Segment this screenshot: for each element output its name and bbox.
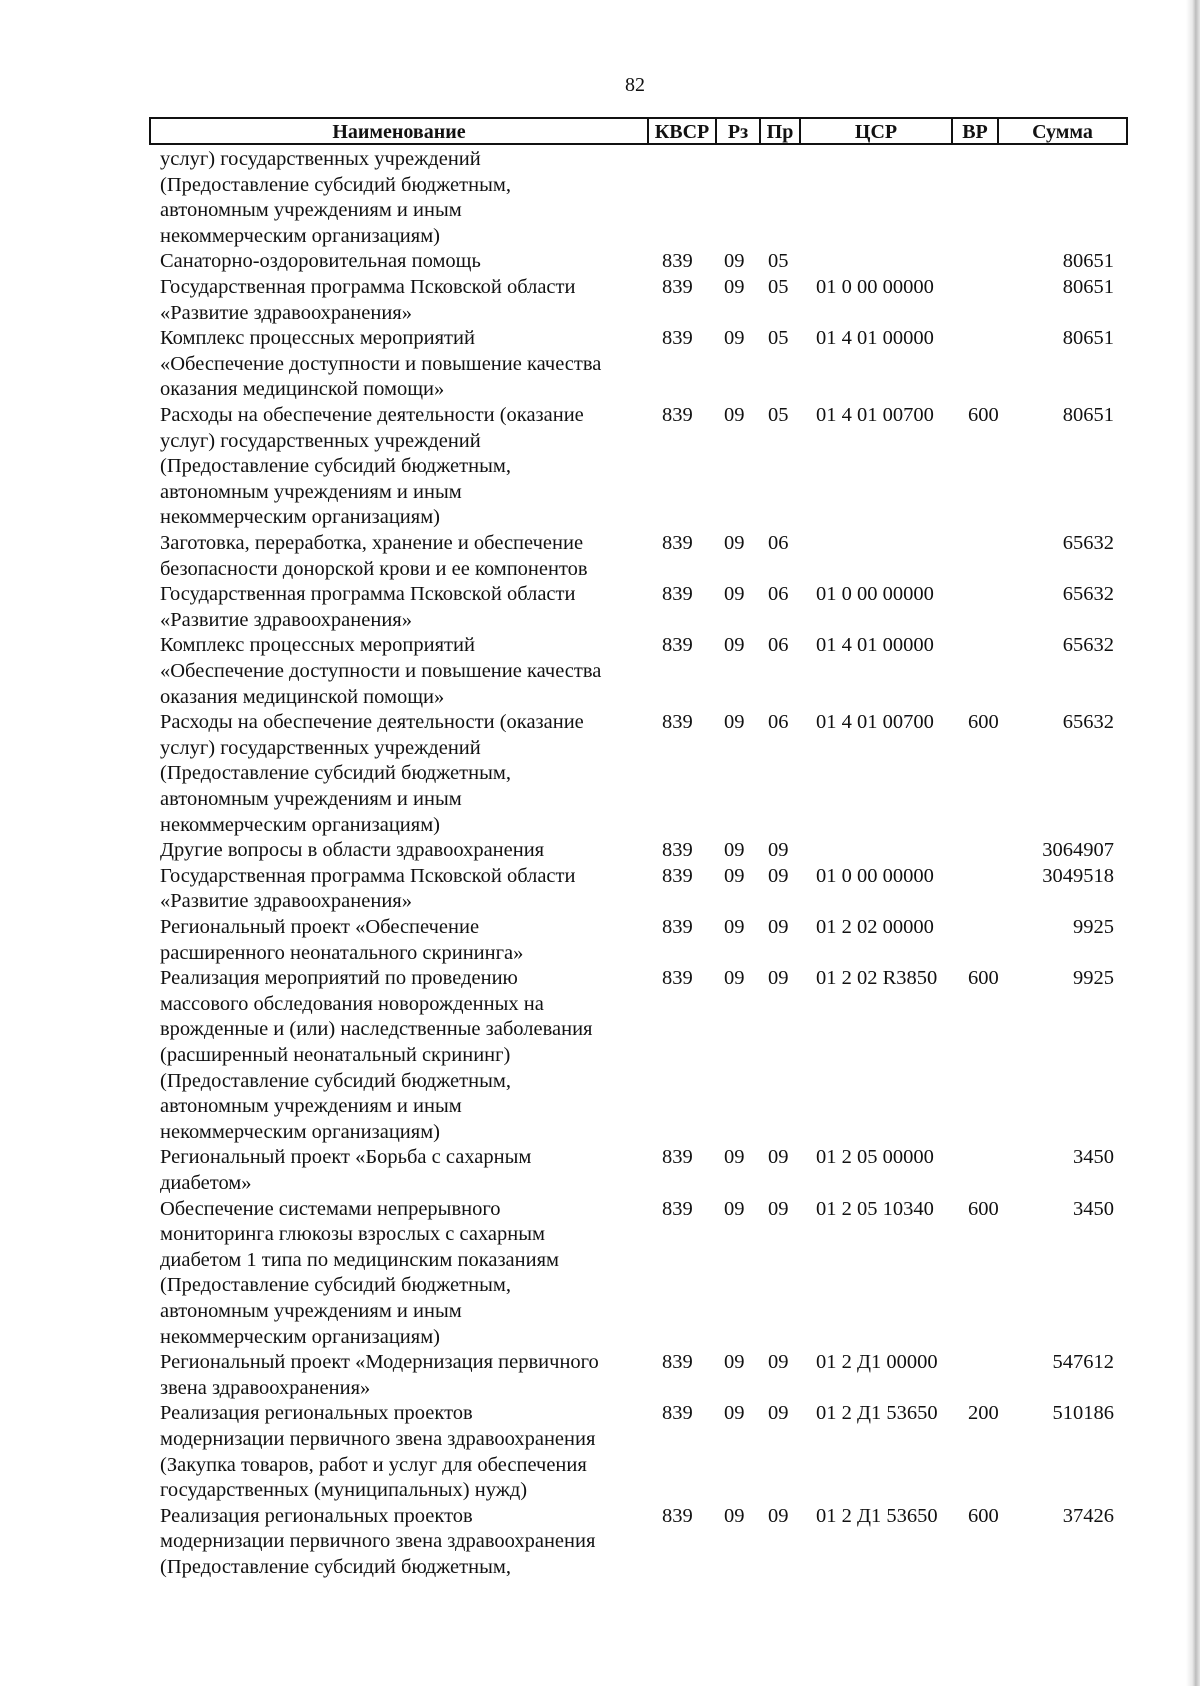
row-rz: 09	[724, 864, 745, 887]
row-rz: 09	[724, 711, 745, 734]
row-rz: 09	[724, 404, 745, 426]
row-name	[160, 1401, 640, 1503]
row-name	[160, 915, 640, 966]
row-name-line: (Предоставление субсидий бюджетным,	[160, 762, 511, 785]
row-name-line: оказания медицинской помощи»	[160, 685, 445, 708]
row-rz: 09	[724, 276, 745, 298]
row-name-line: диабетом 1 типа по медицинским показаниям	[160, 1248, 559, 1271]
row-rz: 09	[724, 916, 745, 938]
header-rz: Рз	[727, 121, 749, 143]
row-sum: 547612	[1052, 1351, 1114, 1374]
row-sum: 65632	[1062, 583, 1114, 606]
row-name-line: (Предоставление субсидий бюджетным,	[160, 1274, 511, 1297]
row-name-line: Расходы на обеспечение деятельности (оказание	[160, 404, 584, 426]
row-sum: 3450	[1073, 1146, 1114, 1169]
row-name-line: автономным учреждениям и иным	[160, 1299, 462, 1322]
row-rz: 09	[724, 1351, 745, 1374]
row-name-line: услуг) государственных учреждений	[160, 736, 481, 759]
row-kvsr: 839	[662, 404, 693, 426]
row-pr: 09	[768, 839, 789, 862]
row-name-line: (Предоставление субсидий бюджетным,	[160, 173, 511, 196]
row-name	[160, 326, 640, 403]
row-name-line: (Предоставление субсидий бюджетным,	[160, 1555, 511, 1578]
row-name-line: (Предоставление субсидий бюджетным,	[160, 1069, 511, 1092]
row-name-line: автономным учреждениям и иным	[160, 787, 462, 810]
row-kvsr: 839	[662, 327, 693, 350]
row-pr: 06	[768, 711, 789, 734]
row-pr: 05	[768, 327, 789, 350]
row-name	[160, 531, 640, 582]
row-name-line: услуг) государственных учреждений	[160, 429, 481, 452]
row-kvsr: 839	[662, 864, 693, 887]
row-sum: 3049518	[1042, 864, 1114, 887]
row-sum: 80651	[1062, 327, 1114, 350]
row-name-line: Государственная программа Псковской области	[160, 276, 576, 298]
row-pr: 05	[768, 404, 789, 426]
row-vr: 600	[968, 711, 999, 734]
row-name	[160, 1504, 640, 1581]
row-rz: 09	[724, 327, 745, 350]
row-name-line: «Обеспечение доступности и повышение качества	[160, 352, 602, 375]
row-name	[160, 966, 640, 1145]
row-kvsr: 839	[662, 532, 693, 554]
row-name-line: автономным учреждениям и иным	[160, 199, 462, 222]
row-name-line: Государственная программа Псковской области	[160, 864, 576, 887]
row-sum: 80651	[1062, 250, 1114, 273]
row-name	[160, 147, 640, 249]
row-pr: 06	[768, 634, 789, 657]
row-name-line: некоммерческим организациям)	[160, 1120, 440, 1143]
row-kvsr: 839	[662, 1146, 693, 1169]
row-sum: 80651	[1062, 404, 1114, 426]
row-rz: 09	[724, 839, 745, 862]
row-csr: 01 4 01 00700	[816, 711, 934, 734]
row-name-line: Реализация региональных проектов	[160, 1504, 473, 1527]
table-row	[0, 966, 1200, 1145]
table-header	[149, 117, 1128, 145]
row-csr: 01 2 05 00000	[816, 1146, 934, 1169]
row-csr: 01 2 Д1 53650	[816, 1504, 938, 1527]
table-row	[0, 915, 1200, 966]
row-csr: 01 0 00 00000	[816, 583, 934, 606]
row-csr: 01 2 05 10340	[816, 1197, 934, 1220]
row-pr: 09	[768, 1351, 789, 1374]
header-csr: ЦСР	[854, 121, 898, 143]
row-name-line: звена здравоохранения»	[160, 1376, 371, 1399]
row-name-line: Региональный проект «Борьба с сахарным	[160, 1146, 532, 1169]
row-name-line: государственных (муниципальных) нужд)	[160, 1479, 528, 1502]
row-pr: 05	[768, 276, 789, 298]
row-name	[160, 1350, 640, 1401]
row-rz: 09	[724, 634, 745, 657]
row-name	[160, 633, 640, 710]
row-name-line: Санаторно-оздоровительная помощь	[160, 250, 481, 273]
row-name-line: модернизации первичного звена здравоохранения	[160, 1427, 596, 1450]
row-kvsr: 839	[662, 916, 693, 938]
row-name-line: Региональный проект «Обеспечение	[160, 916, 480, 938]
row-name-line: Реализация мероприятий по проведению	[160, 967, 518, 990]
row-name	[160, 1145, 640, 1196]
row-name-line: Комплекс процессных мероприятий	[160, 634, 475, 657]
header-name: Наименование	[332, 121, 466, 143]
table-row	[0, 838, 1200, 864]
header-sum: Сумма	[1032, 121, 1093, 143]
row-pr: 09	[768, 967, 789, 990]
header-kvsr: КВСР	[654, 121, 710, 143]
row-sum: 65632	[1062, 634, 1114, 657]
table-row	[0, 1401, 1200, 1503]
row-pr: 06	[768, 583, 789, 606]
row-kvsr: 839	[662, 276, 693, 298]
row-sum: 9925	[1073, 967, 1114, 990]
table-row	[0, 1197, 1200, 1351]
row-name-line: Обеспечение системами непрерывного	[160, 1197, 501, 1220]
table-row	[0, 710, 1200, 838]
row-sum: 37426	[1062, 1504, 1114, 1527]
row-name-line: автономным учреждениям и иным	[160, 1095, 462, 1118]
row-kvsr: 839	[662, 1197, 693, 1220]
row-name-line: Заготовка, переработка, хранение и обеспечение	[160, 532, 584, 554]
table-row	[0, 326, 1200, 403]
header-vr: ВР	[962, 121, 988, 143]
row-name	[160, 1197, 640, 1351]
row-vr: 600	[968, 1504, 999, 1527]
row-name-line: некоммерческим организациям)	[160, 1325, 440, 1348]
row-kvsr: 839	[662, 711, 693, 734]
row-name	[160, 275, 640, 326]
row-rz: 09	[724, 250, 745, 273]
row-vr: 600	[968, 967, 999, 990]
row-name-line: Комплекс процессных мероприятий	[160, 327, 475, 350]
row-name-line: массового обследования новорожденных на	[160, 992, 544, 1015]
row-name-line: некоммерческим организациям)	[160, 506, 440, 529]
row-sum: 65632	[1062, 711, 1114, 734]
row-sum: 65632	[1062, 532, 1114, 554]
row-rz: 09	[724, 1197, 745, 1220]
table-row	[0, 531, 1200, 582]
row-name	[160, 582, 640, 633]
row-csr: 01 2 Д1 53650	[816, 1402, 938, 1425]
row-csr: 01 0 00 00000	[816, 276, 934, 298]
row-name-line: (Закупка товаров, работ и услуг для обеспечения	[160, 1453, 587, 1476]
header-pr: Пр	[766, 121, 794, 143]
row-name-line: Государственная программа Псковской области	[160, 583, 576, 606]
row-rz: 09	[724, 1146, 745, 1169]
table-row	[0, 403, 1200, 531]
row-name-line: «Обеспечение доступности и повышение качества	[160, 659, 602, 682]
row-pr: 09	[768, 916, 789, 938]
row-name-line: Реализация региональных проектов	[160, 1402, 473, 1425]
row-name-line: оказания медицинской помощи»	[160, 378, 445, 401]
row-vr: 600	[968, 404, 999, 426]
row-sum: 3064907	[1042, 839, 1114, 862]
row-csr: 01 0 00 00000	[816, 864, 934, 887]
row-name-line: модернизации первичного звена здравоохранения	[160, 1530, 596, 1553]
row-name	[160, 403, 640, 531]
row-kvsr: 839	[662, 1351, 693, 1374]
table-row	[0, 1504, 1200, 1581]
row-name-line: (расширенный неонатальный скрининг)	[160, 1043, 511, 1066]
row-csr: 01 4 01 00700	[816, 404, 934, 426]
row-pr: 09	[768, 1402, 789, 1425]
row-sum: 80651	[1062, 276, 1114, 298]
row-kvsr: 839	[662, 583, 693, 606]
row-csr: 01 2 02 R3850	[816, 967, 938, 990]
row-name	[160, 710, 640, 838]
row-pr: 09	[768, 864, 789, 887]
row-pr: 09	[768, 1197, 789, 1220]
row-kvsr: 839	[662, 839, 693, 862]
row-pr: 06	[768, 532, 789, 554]
row-rz: 09	[724, 1402, 745, 1425]
row-name	[160, 864, 640, 915]
row-name-line: «Развитие здравоохранения»	[160, 608, 412, 631]
row-pr: 09	[768, 1146, 789, 1169]
row-name-line: врожденные и (или) наследственные заболевания	[160, 1018, 593, 1041]
row-name-line: услуг) государственных учреждений	[160, 148, 481, 170]
row-name-line: автономным учреждениям и иным	[160, 480, 462, 503]
row-sum: 3450	[1073, 1197, 1114, 1220]
table-row	[0, 275, 1200, 326]
row-kvsr: 839	[662, 1504, 693, 1527]
row-rz: 09	[724, 1504, 745, 1527]
row-vr: 600	[968, 1197, 999, 1220]
row-kvsr: 839	[662, 967, 693, 990]
table-row	[0, 249, 1200, 275]
page-number: 82	[625, 74, 645, 96]
row-name-line: мониторинга глюкозы взрослых с сахарным	[160, 1223, 545, 1246]
row-csr: 01 4 01 00000	[816, 634, 934, 657]
row-csr: 01 4 01 00000	[816, 327, 934, 350]
row-name-line: Другие вопросы в области здравоохранения	[160, 839, 545, 862]
row-rz: 09	[724, 967, 745, 990]
row-kvsr: 839	[662, 1402, 693, 1425]
row-name-line: Расходы на обеспечение деятельности (оказание	[160, 711, 584, 734]
table-row	[0, 1145, 1200, 1196]
row-csr: 01 2 Д1 00000	[816, 1351, 938, 1374]
row-sum: 510186	[1052, 1402, 1114, 1425]
row-pr: 05	[768, 250, 789, 273]
table-row	[0, 1350, 1200, 1401]
table-row	[0, 147, 1200, 249]
row-sum: 9925	[1073, 916, 1114, 938]
row-name-line: диабетом»	[160, 1171, 252, 1194]
row-name-line: безопасности донорской крови и ее компонентов	[160, 557, 588, 580]
row-name-line: некоммерческим организациям)	[160, 813, 440, 836]
row-name-line: Региональный проект «Модернизация первичного	[160, 1351, 599, 1374]
row-name-line: «Развитие здравоохранения»	[160, 890, 412, 913]
row-pr: 09	[768, 1504, 789, 1527]
row-name-line: (Предоставление субсидий бюджетным,	[160, 455, 511, 478]
row-csr: 01 2 02 00000	[816, 916, 934, 938]
table-row	[0, 582, 1200, 633]
row-name	[160, 838, 640, 864]
row-name	[160, 249, 640, 275]
row-name-line: некоммерческим организациям)	[160, 224, 440, 247]
row-vr: 200	[968, 1402, 999, 1425]
row-kvsr: 839	[662, 634, 693, 657]
row-name-line: «Развитие здравоохранения»	[160, 301, 412, 324]
row-name-line: расширенного неонатального скрининга»	[160, 941, 524, 964]
row-rz: 09	[724, 532, 745, 554]
row-rz: 09	[724, 583, 745, 606]
table-row	[0, 864, 1200, 915]
table-row	[0, 633, 1200, 710]
row-kvsr: 839	[662, 250, 693, 273]
